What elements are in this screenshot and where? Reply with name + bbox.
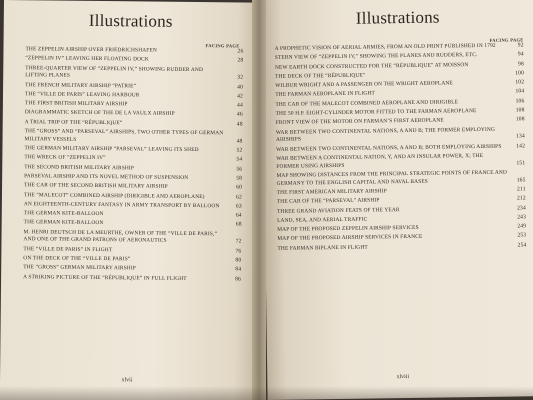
left-facing-page-label: FACING PAGE bbox=[205, 43, 240, 49]
illustration-title: A TRIAL TRIP OF THE “RÉPUBLIQUE” bbox=[24, 119, 123, 127]
illustration-page-number: 64 bbox=[235, 212, 242, 219]
illustration-title: THE GERMAN KITE-BALLOON bbox=[23, 210, 104, 218]
right-page bbox=[262, 0, 533, 400]
illustration-page-number: 48 bbox=[236, 121, 243, 128]
illustration-title: WAR BETWEEN TWO CONTINENTAL NATIONS, A AND B; THE FORMER EMPLOYING AIRSHIPS bbox=[275, 126, 496, 144]
illustration-entry bbox=[24, 164, 242, 174]
illustration-page-number: 68 bbox=[235, 221, 242, 228]
illustration-page-number: 151 bbox=[516, 160, 526, 167]
left-page-heading: Illustrations bbox=[88, 10, 173, 31]
illustration-title: “ZEPPELIN IV” LEAVING HER FLOATING DOCK bbox=[25, 55, 150, 63]
illustration-title: THE FRENCH MILITARY AIRSHIP “PATRIE” bbox=[25, 81, 137, 89]
illustration-entry bbox=[25, 119, 243, 129]
illustration-page-number: 48 bbox=[236, 138, 243, 145]
illustration-page-number: 253 bbox=[517, 232, 527, 239]
illustration-title: DIAGRAMMATIC SKETCH OF THE DE LA VAULX AIRSHIP bbox=[24, 109, 175, 118]
illustration-page-number: 46 bbox=[236, 111, 243, 118]
page-shadow bbox=[0, 386, 533, 400]
illustration-page-number: 28 bbox=[237, 57, 244, 64]
illustration-page-number: 254 bbox=[517, 242, 527, 249]
illustration-title: THE SECOND BRITISH MILITARY AIRSHIP bbox=[24, 163, 135, 172]
illustration-entry bbox=[24, 155, 242, 165]
illustration-title: WAR BETWEEN A CONTINENTAL NATION, Y, AND AN INSULAR POWER, X; THE FORMER USING AIRSHIPS bbox=[276, 152, 484, 170]
illustration-entry bbox=[23, 246, 241, 256]
illustration-entry bbox=[276, 169, 525, 188]
book-gutter bbox=[252, 0, 266, 400]
illustration-entry bbox=[23, 229, 241, 247]
illustration-page-number: 102 bbox=[515, 79, 525, 86]
illustration-title: WAR BETWEEN TWO CONTINENTAL NATIONS, A AND B; BOTH EMPLOYING AIRSHIPS bbox=[276, 143, 502, 153]
illustration-entry bbox=[24, 128, 242, 146]
illustration-page-number: 76 bbox=[235, 248, 242, 255]
right-facing-page-label: FACING PAGE bbox=[489, 37, 524, 43]
illustration-title: THE CAR OF THE SECOND BRITISH MILITARY AIRSHIP bbox=[24, 182, 168, 190]
illustration-title: THE CAR OF THE “PARSEVAL” AIRSHIP bbox=[276, 197, 380, 206]
illustration-page-number: 84 bbox=[235, 266, 242, 273]
illustration-page-number: 165 bbox=[516, 177, 526, 184]
illustration-page-number: 60 bbox=[236, 184, 243, 191]
illustration-title: STERN VIEW OF “ZEPPELIN IV,” SHOWING THE PLANES AND RUDDERS, ETC. bbox=[274, 52, 478, 62]
illustration-page-number: 32 bbox=[237, 74, 244, 81]
illustration-page-number: 108 bbox=[515, 116, 525, 123]
right-illustration-list bbox=[275, 42, 527, 253]
illustration-title: THREE GRAND AVIATION FEATS OF THE YEAR bbox=[276, 206, 400, 215]
illustration-page-number: 108 bbox=[515, 107, 525, 114]
illustration-page-number: 106 bbox=[515, 98, 525, 105]
illustration-page-number: 249 bbox=[517, 223, 527, 230]
illustration-entry bbox=[23, 274, 241, 284]
illustration-page-number: 243 bbox=[517, 214, 527, 221]
illustration-title: THE FIRST AMERICAN MILITARY AIRSHIP bbox=[276, 188, 387, 196]
illustration-page-number: 54 bbox=[236, 156, 243, 163]
illustration-title: WILBUR WRIGHT AND A PASSENGER ON THE WRIGHT AEROPLANE bbox=[275, 80, 453, 90]
illustration-title: MAP SHOWING DISTANCES FROM THE PRINCIPAL STRATEGIC POINTS OF FRANCE AND GERMANY TO THE ENGLISH CAPITAL AND NAVAL BASES bbox=[276, 169, 508, 187]
illustration-title: THE “VILLE DE PARIS” LEAVING HARBOUR bbox=[24, 91, 140, 99]
illustration-page-number: 92 bbox=[517, 42, 524, 49]
illustration-title: THE GERMAN MILITARY AIRSHIP “PARSEVAL” LEAVING ITS SHED bbox=[24, 145, 199, 154]
illustration-entry bbox=[25, 56, 243, 66]
illustration-title: THE 50 H.P. EIGHT-CYLINDER MOTOR FITTED TO THE FARMAN AEROPLANE bbox=[275, 108, 477, 117]
illustration-title: PARSEVAL AIRSHIP AND ITS NOVEL METHOD OF SUSPENSION bbox=[24, 173, 189, 181]
illustration-page-number: 100 bbox=[515, 70, 525, 77]
illustration-entry bbox=[24, 173, 242, 183]
illustration-page-number: 56 bbox=[236, 166, 243, 173]
illustration-title: FRONT VIEW OF THE MOTOR ON FARMAN’S FIRST AEROPLANE bbox=[275, 117, 444, 127]
illustration-page-number: 72 bbox=[235, 238, 242, 245]
left-illustration-list bbox=[23, 46, 243, 284]
illustration-title: THE FIRST BRITISH MILITARY AIRSHIP bbox=[24, 100, 128, 108]
illustration-entry bbox=[25, 110, 243, 120]
illustration-entry bbox=[276, 152, 525, 171]
illustration-title: THE FARMAN AEROPLANE IN FLIGHT bbox=[275, 90, 376, 99]
left-page bbox=[0, 0, 258, 400]
illustration-entry bbox=[277, 242, 526, 253]
illustration-page-number: 104 bbox=[515, 88, 525, 95]
illustration-title: LAND, SEA, AND AERIAL TRAFFIC bbox=[277, 216, 368, 224]
illustration-title: A STRIKING PICTURE OF THE “RÉPUBLIQUE” IN FULL FLIGHT bbox=[23, 273, 187, 282]
illustration-entry bbox=[24, 210, 242, 220]
illustration-page-number: 58 bbox=[236, 175, 243, 182]
illustration-page-number: 211 bbox=[516, 186, 526, 193]
illustration-entry bbox=[24, 220, 242, 230]
illustration-page-number: 234 bbox=[517, 204, 526, 212]
illustration-page-number: 212 bbox=[516, 195, 526, 202]
illustration-entry bbox=[24, 182, 242, 192]
illustration-entry bbox=[25, 91, 243, 101]
illustration-page-number: 26 bbox=[237, 48, 244, 55]
illustration-title: A PROPHETIC VISION OF AERIAL ARMIES, FROM AN OLD PRINT PUBLISHED IN 1792 bbox=[274, 42, 496, 52]
right-page-folio: xlviii bbox=[396, 373, 410, 381]
illustration-title: MAP OF THE PROPOSED AIRSHIP SERVICES IN FRANCE bbox=[277, 234, 423, 243]
illustration-title: MAP OF THE PROPOSED ZEPPELIN AIRSHIP SERVICES bbox=[277, 224, 419, 233]
right-page-heading: Illustrations bbox=[355, 7, 440, 28]
illustration-title: THE “GROSS” GERMAN MILITARY AIRSHIP bbox=[23, 264, 136, 272]
illustration-page-number: 40 bbox=[237, 84, 244, 91]
illustration-title: NEW EARTH DOCK CONSTRUCTED FOR THE “RÉPUBLIQUE” AT MOISSON bbox=[274, 61, 469, 71]
illustration-title: THE GERMAN KITE-BALLOON bbox=[23, 219, 104, 227]
illustration-title: THE WRECK OF “ZEPPELIN IV” bbox=[24, 154, 106, 162]
illustration-page-number: 86 bbox=[235, 276, 242, 283]
illustration-page-number: 62 bbox=[236, 194, 242, 201]
illustration-page-number: 98 bbox=[517, 60, 524, 68]
illustration-title: THE FARMAN BIPLANE IN FLIGHT bbox=[277, 244, 368, 252]
illustration-entry bbox=[25, 100, 243, 110]
illustration-entry bbox=[24, 201, 242, 211]
illustration-title: THE ZEPPELIN AIRSHIP OVER FRIEDRICHSHAFEN bbox=[25, 46, 157, 54]
illustration-title: ON THE DECK OF THE “VILLE DE PARIS” bbox=[23, 255, 131, 263]
illustration-page-number: 134 bbox=[516, 133, 525, 140]
illustration-entry bbox=[23, 265, 241, 275]
illustration-entry bbox=[25, 82, 243, 92]
illustration-entry bbox=[276, 126, 525, 145]
illustration-page-number: 94 bbox=[517, 51, 524, 58]
illustration-entry bbox=[24, 192, 242, 202]
illustration-title: THE “VILLE DE PARIS” IN FLIGHT bbox=[23, 245, 113, 253]
illustration-page-number: 52 bbox=[236, 147, 243, 154]
illustration-page-number: 142 bbox=[516, 143, 526, 150]
left-page-folio: xlvii bbox=[121, 377, 133, 384]
illustration-page-number: 80 bbox=[235, 257, 242, 264]
illustration-title: AN EIGHTEENTH-CENTURY FANTASY IN ARMY TRANSPORT BY BALLOON bbox=[23, 201, 220, 210]
illustration-title: THREE-QUARTER VIEW OF “ZEPPELIN IV,” SHOWING RUDDER AND LIFTING PLANES bbox=[25, 64, 204, 79]
illustration-title: M. HENRI DEUTSCH DE LA MEURTHE, OWNER OF THE “VILLE DE PARIS,” AND ONE OF THE GRAND PATRONS OF AERONAUTICS bbox=[23, 228, 218, 245]
illustration-page-number: 42 bbox=[237, 93, 244, 100]
illustration-title: THE DECK OF THE “RÉPUBLIQUE” bbox=[275, 72, 366, 80]
illustration-title: THE “MALECOT” COMBINED AIRSHIP (DIRIGIBLE AND AEROPLANE) bbox=[23, 191, 205, 200]
illustration-title: THE CAR OF THE MALECOT COMBINED AEROPLANE AND DIRIGIBLE bbox=[275, 99, 459, 108]
illustration-title: THE “GROSS” AND “PARSEVAL” AIRSHIPS, TWO OTHER TYPES OF GERMAN MILITARY VESSELS bbox=[24, 128, 224, 143]
illustration-page-number: 63 bbox=[235, 203, 242, 210]
illustration-page-number: 44 bbox=[236, 102, 243, 109]
illustration-entry bbox=[25, 65, 243, 83]
